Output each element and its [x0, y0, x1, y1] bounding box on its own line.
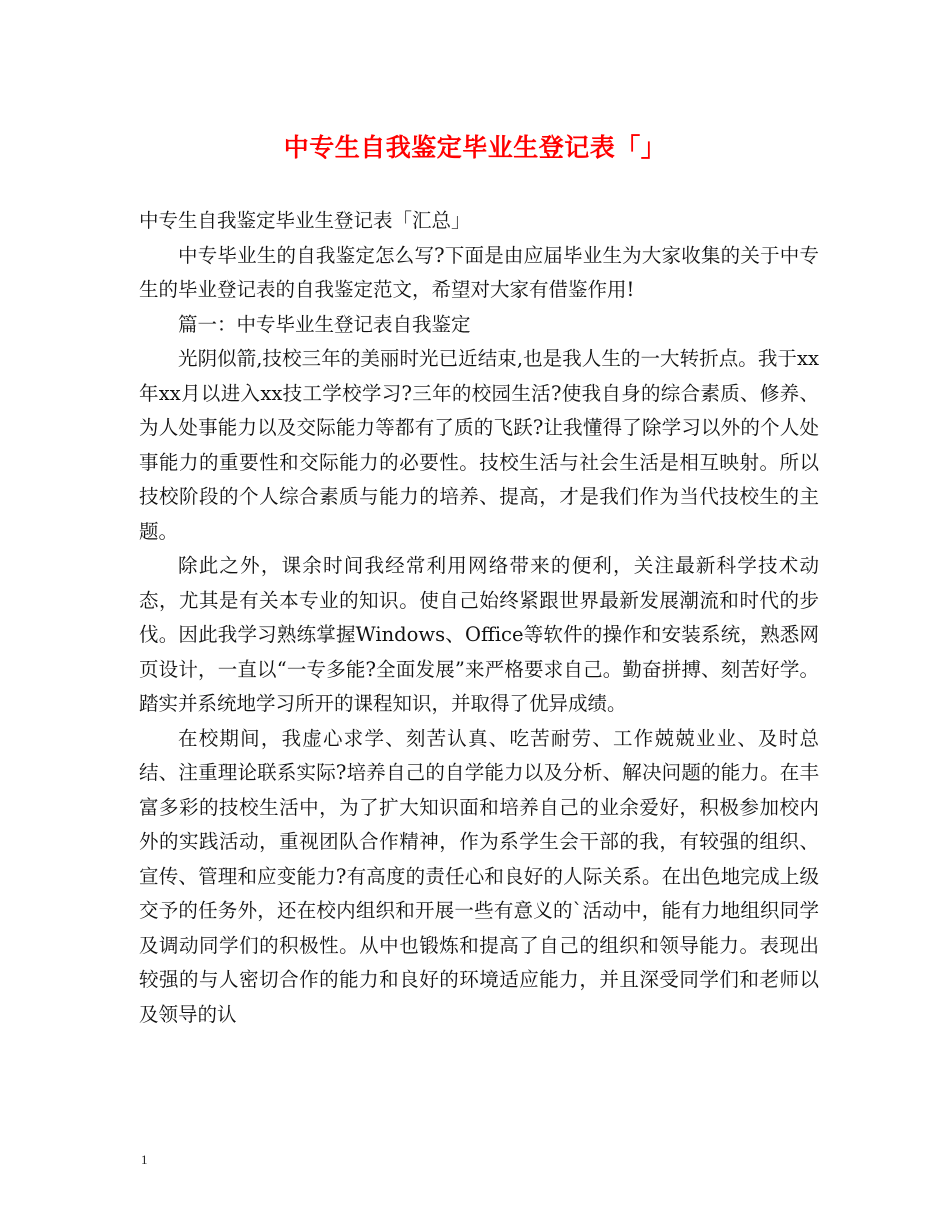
paragraph-body-2: 除此之外，课余时间我经常利用网络带来的便利，关注最新科学技术动态，尤其是有关本专业的知识。使自己始终紧跟世界最新发展潮流和时代的步伐。因此我学习熟练掌握Windows、Office等软件的操作和安装系统，熟悉网页设计，一直以“一专多能?全面发展”来严格要求自己。勤奋拼搏、刻苦好学。踏实并系统地学习所开的课程知识，并取得了优异成绩。 [139, 554, 819, 715]
page-number: 1 [141, 1152, 148, 1167]
document-body [139, 204, 819, 1032]
paragraph-subtitle: 中专生自我鉴定毕业生登记表「汇总」 [139, 209, 471, 232]
document-title: 中专生自我鉴定毕业生登记表「」 [283, 133, 667, 162]
paragraph-intro: 中专毕业生的自我鉴定怎么写?下面是由应届毕业生为大家收集的关于中专生的毕业登记表的自我鉴定范文，希望对大家有借鉴作用! [139, 243, 819, 301]
paragraph-body-1: 光阴似箭,技校三年的美丽时光已近结束,也是我人生的一大转折点。我于xx年xx月以进入xx技工学校学习?三年的校园生活?使我自身的综合素质、修养、为人处事能力以及交际能力等都有了质的飞跃?让我懂得了除学习以外的个人处事能力的重要性和交际能力的必要性。技校生活与社会生活是相互映射。所以技校阶段的个人综合素质与能力的培养、提高，才是我们作为当代技校生的主题。 [139, 347, 819, 543]
paragraph-section-heading: 篇一：中专毕业生登记表自我鉴定 [178, 312, 471, 336]
paragraph-body-3: 在校期间，我虚心求学、刻苦认真、吃苦耐劳、工作兢兢业业、及时总结、注重理论联系实际?培养自己的自学能力以及分析、解决问题的能力。在丰富多彩的技校生活中，为了扩大知识面和培养自己的业余爱好，积极参加校内外的实践活动，重视团队合作精神，作为系学生会干部的我，有较强的组织、宣传、管理和应变能力?有高度的责任心和良好的人际关系。在出色地完成上级交予的任务外，还在校内组织和开展一些有意义的`活动中，能有力地组织同学及调动同学们的积极性。从中也锻炼和提高了自己的组织和领导能力。表现出较强的与人密切合作的能力和良好的环境适应能力，并且深受同学们和老师以及领导的认 [139, 726, 819, 1026]
